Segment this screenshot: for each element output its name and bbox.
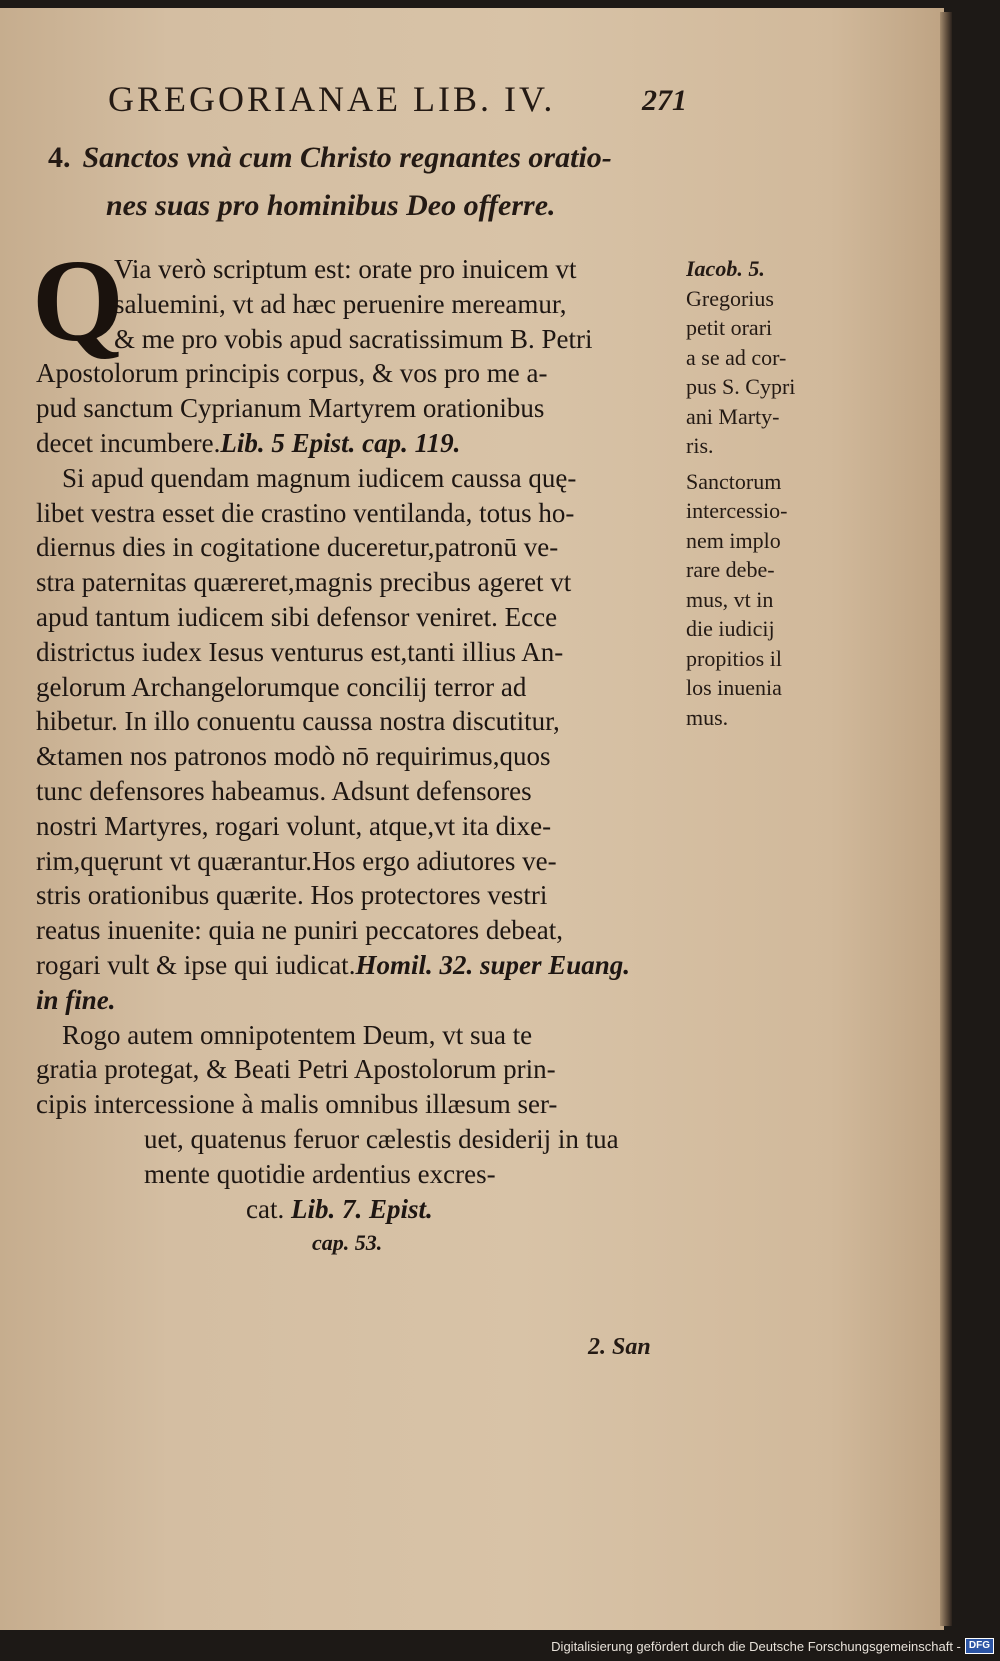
text-line: uet, quatenus feruor cælestis desiderij in tua <box>144 1123 619 1154</box>
credit-text: Digitalisierung gefördert durch die Deutsche Forschungsgemeinschaft - <box>551 1638 961 1654</box>
text-line: gratia protegat, & Beati Petri Apostolorum prin- <box>36 1054 556 1085</box>
page-number: 271 <box>642 84 687 117</box>
margin-note-line: ris. <box>686 433 714 458</box>
section-heading <box>48 134 688 230</box>
margin-note-line: Sanctorum <box>686 468 782 494</box>
text-line: stra paternitas quæreret,magnis precibus ageret vt <box>36 567 572 598</box>
margin-notes <box>686 254 866 732</box>
text-line: tunc defensores habeamus. Adsunt defensores <box>36 775 532 806</box>
text-line: Via verò scriptum est: orate pro inuicem vt <box>114 254 577 284</box>
margin-note-line: petit orari <box>686 315 773 340</box>
running-head: GREGORIANAE LIB. IV. <box>108 79 556 119</box>
text-line: nostri Martyres, rogari volunt, atque,vt ita dixe- <box>36 810 552 841</box>
text-line: reatus inuenite: quia ne puniri peccatores debeat, <box>36 915 564 946</box>
text-line: decet incumbere.Lib. 5 Epist. cap. 119. <box>36 427 461 458</box>
citation: Homil. 32. super Euang. <box>355 949 631 980</box>
text-line: mente quotidie ardentius excres- <box>144 1158 496 1189</box>
text-line: rim,quęrunt vt quærantur.Hos ergo adiutores ve- <box>36 845 557 876</box>
text-line: &tamen nos patronos modò nō requirimus,quos <box>36 741 551 772</box>
page-edge <box>940 12 952 1626</box>
text-line: saluemini, vt ad hæc peruenire mereamur, <box>114 288 567 319</box>
text-line: hibetur. In illo conuentu caussa nostra discutitur, <box>36 706 560 737</box>
margin-note-line: Iacob. 5. <box>686 256 765 281</box>
text-line: Rogo autem omnipotentem Deum, vt sua te <box>62 1019 533 1050</box>
margin-note-line: intercessio- <box>686 498 788 523</box>
margin-note-line: rare debe- <box>686 557 775 582</box>
margin-note-line: Gregorius <box>686 285 774 311</box>
section-heading-line-1: 4. Sanctos vnà cum Christo regnantes oratio- <box>48 141 612 174</box>
margin-note-line: a se ad cor- <box>686 344 787 370</box>
main-text <box>32 235 684 1261</box>
citation: Lib. 7. Epist. <box>290 1193 433 1224</box>
book-page <box>0 8 944 1630</box>
page-header <box>108 70 708 130</box>
text-line: in fine. <box>36 984 116 1015</box>
text-line: cap. 53. <box>312 1230 383 1256</box>
text-line: cipis intercessione à malis omnibus illæsum ser- <box>36 1089 558 1120</box>
text-line: & me pro vobis apud sacratissimum B. Petri <box>114 323 593 354</box>
margin-note-line: ani Marty- <box>686 403 780 429</box>
text-line: Si apud quendam magnum iudicem caussa quę- <box>62 462 577 493</box>
section-heading-line-2: nes suas pro hominibus Deo offerre. <box>106 189 556 222</box>
margin-note-line: nem implo <box>686 527 781 553</box>
text-line: cat. Lib. 7. Epist. <box>246 1193 433 1224</box>
dfg-logo: DFG <box>965 1638 994 1654</box>
catchword: 2. San <box>588 1334 651 1360</box>
text-line: apud tantum iudicem sibi defensor veniret. Ecce <box>36 601 558 632</box>
text-line: Apostolorum principis corpus, & vos pro me a- <box>36 358 548 389</box>
margin-note-line: die iudicij <box>686 616 775 641</box>
margin-note-line: propitios il <box>686 645 782 671</box>
text-line: stris orationibus quærite. Hos protectores vestri <box>36 880 548 911</box>
text-line: rogari vult & ipse qui iudicat.Homil. 32. super Euang. <box>36 949 631 980</box>
margin-note-line: los inuenia <box>686 675 782 700</box>
text-line: libet vestra esset die crastino ventilanda, totus ho- <box>36 497 575 528</box>
margin-note-line: pus S. Cypri <box>686 374 796 399</box>
margin-note-line: mus. <box>686 704 729 730</box>
digitization-credit <box>551 1637 994 1655</box>
citation: Lib. 5 Epist. cap. 119. <box>220 427 461 458</box>
margin-note-line: mus, vt in <box>686 586 774 612</box>
text-line: diernus dies in cogitatione duceretur,patronū ve- <box>36 532 559 563</box>
section-number: 4. <box>48 141 71 174</box>
text-line: pud sanctum Cyprianum Martyrem orationibus <box>36 393 545 424</box>
text-line: gelorum Archangelorumque concilij terror ad <box>36 671 527 702</box>
drop-cap: Q <box>32 235 124 366</box>
text-line: districtus iudex Iesus venturus est,tanti illius An- <box>36 636 564 667</box>
